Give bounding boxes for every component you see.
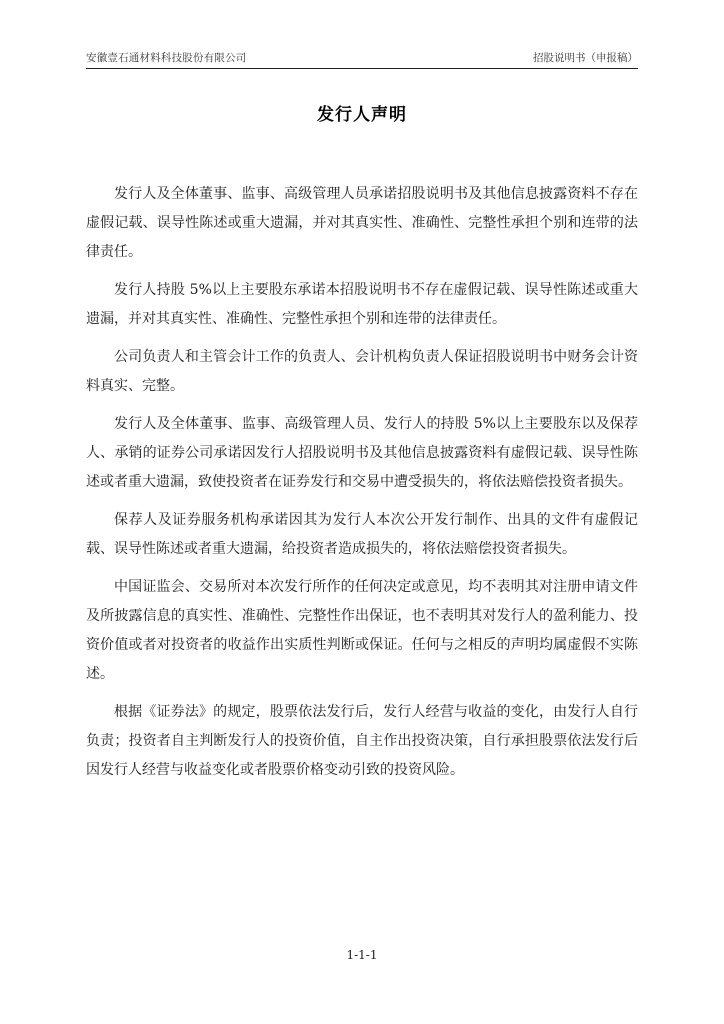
- page-header: [86, 50, 638, 66]
- statement-paragraph: 发行人及全体董事、监事、高级管理人员、发行人的持股 5%以上主要股东以及保荐人、承销的证券公司承诺因发行人招股说明书及其他信息披露资料有虚假记载、误导性陈述或者重大遗漏，致使投资者在证券发行和交易中遭受损失的，将依法赔偿投资者损失。: [86, 416, 638, 490]
- statement-body: [86, 180, 638, 794]
- statement-paragraph: 公司负责人和主管会计工作的负责人、会计机构负责人保证招股说明书中财务会计资料真实、完整。: [86, 349, 638, 394]
- statement-paragraph: 发行人持股 5%以上主要股东承诺本招股说明书不存在虚假记载、误导性陈述或重大遗漏，并对其真实性、准确性、完整性承担个别和连带的法律责任。: [86, 282, 638, 327]
- page-title: 发行人声明: [317, 105, 407, 125]
- header-divider: [86, 68, 638, 69]
- statement-paragraph: 保荐人及证券服务机构承诺因其为发行人本次公开发行制作、出具的文件有虚假记载、误导性陈述或者重大遗漏，给投资者造成损失的，将依法赔偿投资者损失。: [86, 512, 638, 557]
- header-document-type: 招股说明书（申报稿）: [533, 52, 638, 64]
- statement-paragraph: 中国证监会、交易所对本次发行所作的任何决定或意见，均不表明其对注册申请文件及所披露信息的真实性、准确性、完整性作出保证，也不表明其对发行人的盈利能力、投资价值或者对投资者的收益作出实质性判断或保证。任何与之相反的声明均属虚假不实陈述。: [86, 579, 638, 682]
- statement-paragraph: 根据《证券法》的规定，股票依法发行后，发行人经营与收益的变化，由发行人自行负责；投资者自主判断发行人的投资价值，自主作出投资决策，自行承担股票依法发行后因发行人经营与收益变化或者股票价格变动引致的投资风险。: [86, 704, 638, 778]
- statement-paragraph: 发行人及全体董事、监事、高级管理人员承诺招股说明书及其他信息披露资料不存在虚假记载、误导性陈述或重大遗漏，并对其真实性、准确性、完整性承担个别和连带的法律责任。: [86, 186, 638, 260]
- page-number: 1-1-1: [346, 948, 378, 962]
- header-company-name: 安徽壹石通材料科技股份有限公司: [86, 52, 247, 64]
